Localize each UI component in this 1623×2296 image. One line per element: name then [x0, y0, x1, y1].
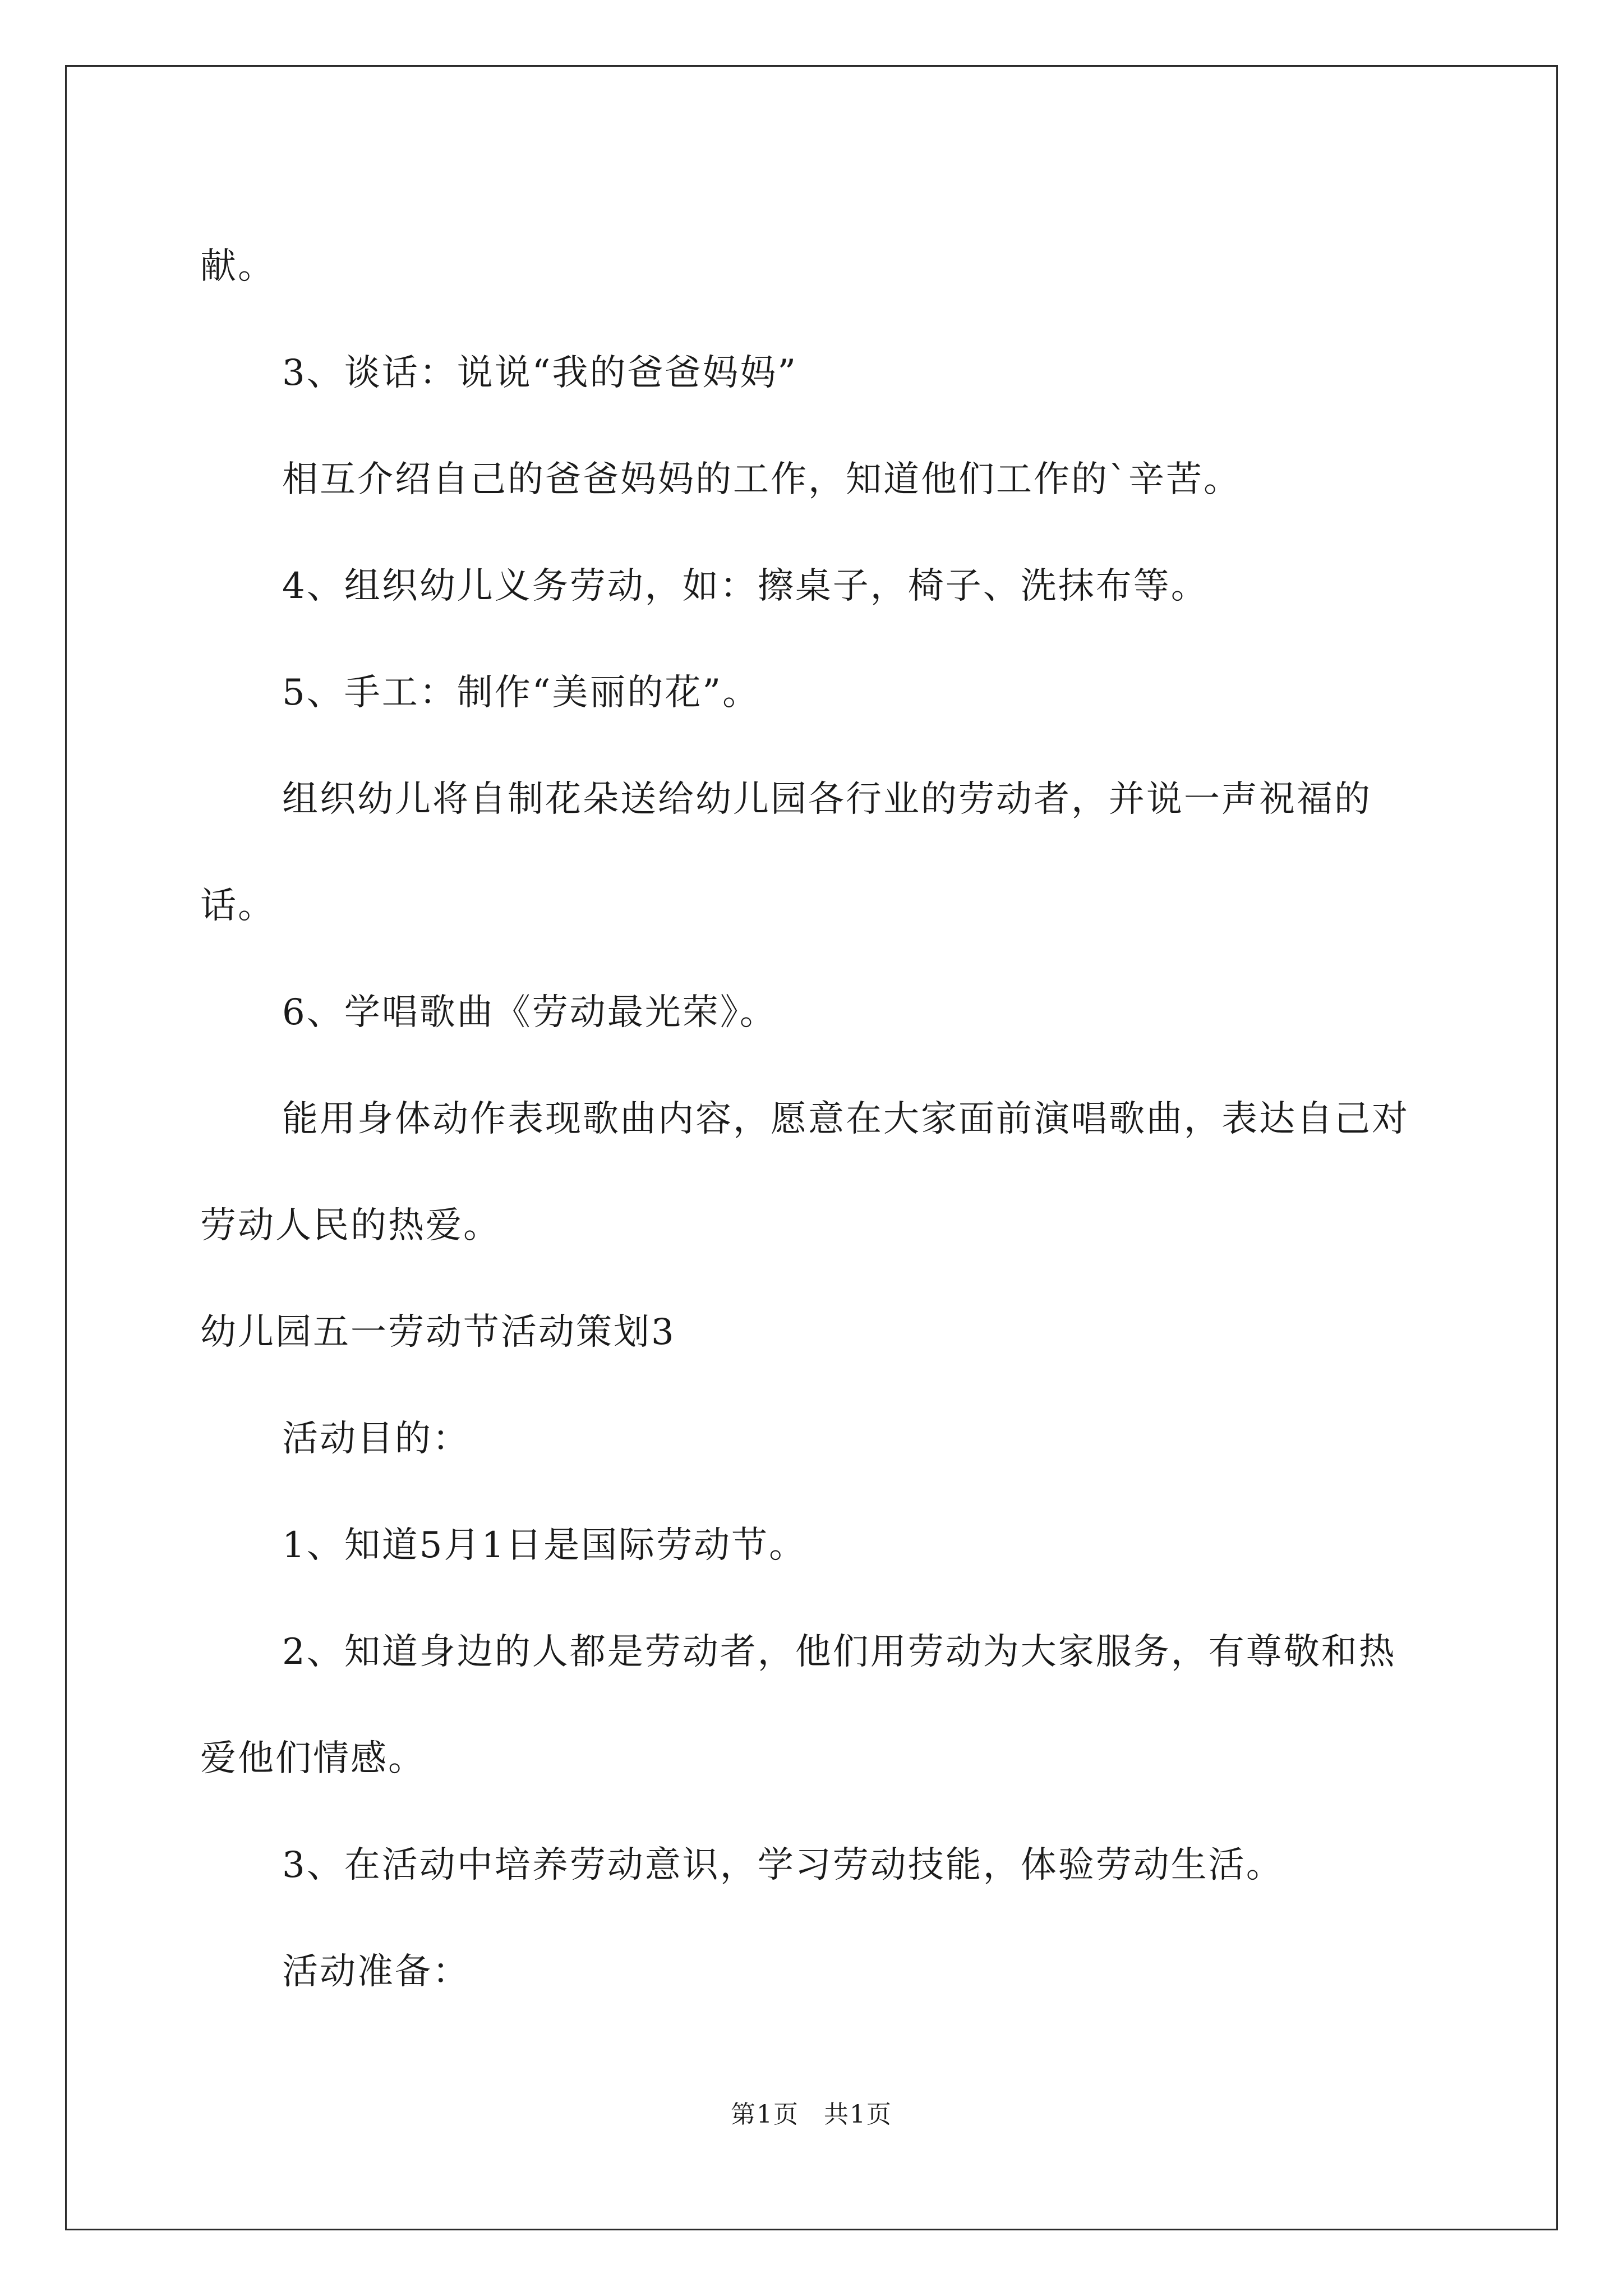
paragraph: 献。 — [200, 246, 275, 287]
paragraph: 活动准备： — [282, 1951, 470, 1993]
paragraph: 6、学唱歌曲《劳动最光荣》。 — [282, 992, 777, 1033]
paragraph: 组织幼儿将自制花朵送给幼儿园各行业的劳动者，并说一声祝福的话。 — [200, 779, 1372, 927]
paragraph: 相互介绍自己的爸爸妈妈的工作，知道他们工作的`辛苦。 — [282, 459, 1241, 500]
page-total: 共1页 — [824, 2100, 892, 2129]
paragraph: 活动目的： — [282, 1418, 470, 1460]
paragraph: 1、知道5月1日是国际劳动节。 — [282, 1525, 807, 1566]
page-footer — [0, 2098, 1623, 2132]
paragraph: 5、手工：制作“美丽的花”。 — [282, 672, 760, 714]
paragraph: 3、在活动中培养劳动意识，学习劳动技能，体验劳动生活。 — [282, 1844, 1284, 1886]
paragraph: 4、组织幼儿义务劳动，如：擦桌子，椅子、洗抹布等。 — [282, 565, 1209, 607]
document-body — [200, 213, 1423, 2025]
paragraph: 能用身体动作表现歌曲内容，愿意在大家面前演唱歌曲，表达自己对劳动人民的热爱。 — [200, 1098, 1409, 1246]
page-number: 第1页 — [731, 2100, 799, 2129]
paragraph: 3、谈话：说说“我的爸爸妈妈” — [282, 352, 798, 394]
paragraph: 2、知道身边的人都是劳动者，他们用劳动为大家服务，有尊敬和热爱他们情感。 — [200, 1631, 1396, 1779]
section-heading: 幼儿园五一劳动节活动策划3 — [200, 1312, 676, 1353]
